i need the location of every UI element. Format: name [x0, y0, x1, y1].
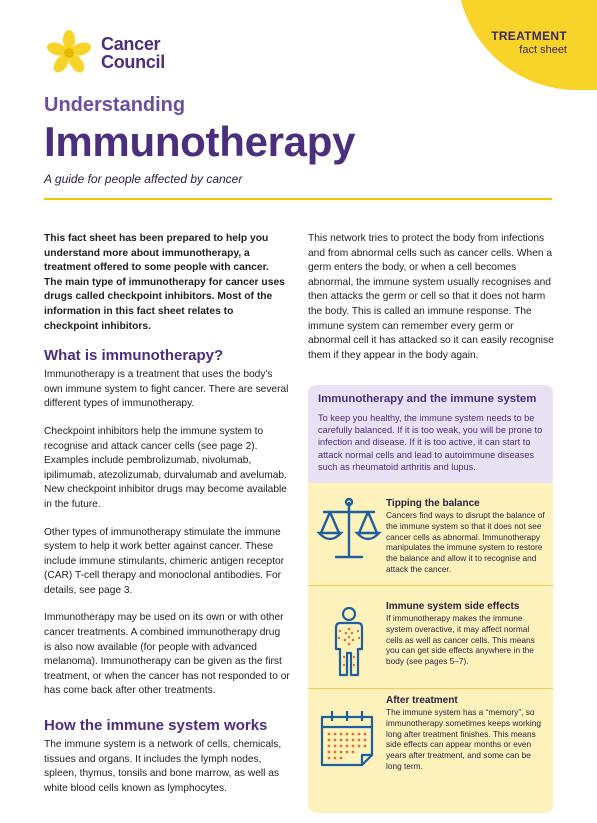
feature-body: [386, 601, 546, 667]
feature-text: Cancers find ways to disrupt the balance of the immune system so that it does not see cancer cells as abnormal. Immunotherapy manipulates the immune system to restore the balance and allow it to recognise and attack the cancer.: [386, 510, 545, 574]
paragraph: Immunotherapy is a treatment that uses the body's own immune system to fight cancer. There are several different types of immunotherapy.: [44, 369, 289, 410]
paragraph: This network tries to protect the body from infections and from abnormal cells such as cancer cells. When a germ enters the body, or when a cell becomes abnormal, the immune system usually recognises and then attacks the germ or cell so that it does not harm the body. This is called an immune response. The immune system can remember every germ or abnormal cell it has attacked so it can easily recognise them if they appear in the body again.: [308, 233, 554, 361]
section-heading-what-is: What is immunotherapy?: [44, 347, 224, 365]
paragraph: Immunotherapy may be used on its own or with other cancer treatments. A combined immunotherapy drug is also now available (for people with advanced melanoma). Immunotherapy can be given as the first treatment, or when the cancer has not responded to or has come back after other treatments.: [44, 612, 290, 697]
brand-logo: [44, 28, 165, 78]
panel-header: [308, 385, 553, 483]
title-divider: [44, 198, 552, 200]
document-type: [491, 30, 567, 56]
title-kicker: Understanding: [44, 94, 186, 116]
calendar-icon: [316, 703, 382, 773]
feature-body: [386, 498, 546, 575]
doc-type-label: TREATMENT: [491, 29, 567, 43]
panel-title: Immunotherapy and the immune system: [318, 393, 537, 405]
info-panel: [308, 385, 553, 813]
brand-line-1: Cancer: [101, 34, 161, 54]
brand-line-2: Council: [101, 52, 165, 72]
paragraph: Other types of immunotherapy stimulate the immune system to help it work better against cancer. These include immune stimulants, chimeric antigen receptor (CAR) T-cell therapy and monoclonal antibodies. For details, see page 3.: [44, 526, 285, 596]
right-column: [308, 232, 554, 363]
feature-text: The immune system has a “memory”, so immunotherapy sometimes keeps working long after treatment finishes. This means side effects can appear months or even years after treatment, and some can be long term.: [386, 707, 541, 771]
daffodil-icon: [44, 28, 94, 78]
feature-title: Immune system side effects: [386, 601, 520, 612]
feature-body: [386, 695, 546, 772]
feature-text: If immunotherapy makes the immune system overactive, it may affect normal cells as well as cancer cells. This means you can get side effects anywhere in the body (see pages 5–7).: [386, 613, 535, 667]
brand-name: [101, 35, 165, 71]
feature-title: After treatment: [386, 695, 458, 706]
paragraph: Checkpoint inhibitors help the immune system to recognise and attack cancer cells (see page 2). Examples include pembrolizumab, nivolumab, ipilimumab, atezolizumab, durvalumab and avelumab. New checkpoint inhibitor drugs may become available in the future.: [44, 425, 287, 510]
left-column: [44, 232, 290, 809]
section-heading-how-it-works: How the immune system works: [44, 717, 268, 735]
panel-divider: [308, 688, 553, 689]
intro-paragraph: This fact sheet has been prepared to help you understand more about immunotherapy, a treatment offered to some people with cancer. The main type of immunotherapy for cancer uses drugs called checkpoint inhibitors. Most of the information in this fact sheet relates to checkpoint inhibitors.: [44, 233, 285, 332]
body-figure-icon: [316, 595, 382, 685]
page-title: Immunotherapy: [44, 118, 356, 165]
page-subtitle: A guide for people affected by cancer: [44, 172, 243, 186]
panel-intro: To keep you healthy, the immune system needs to be carefully balanced. If it is too weak, you will be prone to infection and disease. If it is too active, it can start to attack normal cells and lead to autoimmune diseases such as rheumatoid arthritis and lupus.: [318, 413, 543, 472]
paragraph: The immune system is a network of cells, chemicals, tissues and organs. It includes the lymph nodes, spleen, thymus, tonsils and bone marrow, as well as white blood cells known as lymphocytes.: [44, 739, 282, 794]
scales-icon: [316, 495, 382, 565]
feature-title: Tipping the balance: [386, 498, 480, 509]
panel-divider: [308, 585, 553, 586]
doc-subtype-label: fact sheet: [519, 43, 567, 56]
